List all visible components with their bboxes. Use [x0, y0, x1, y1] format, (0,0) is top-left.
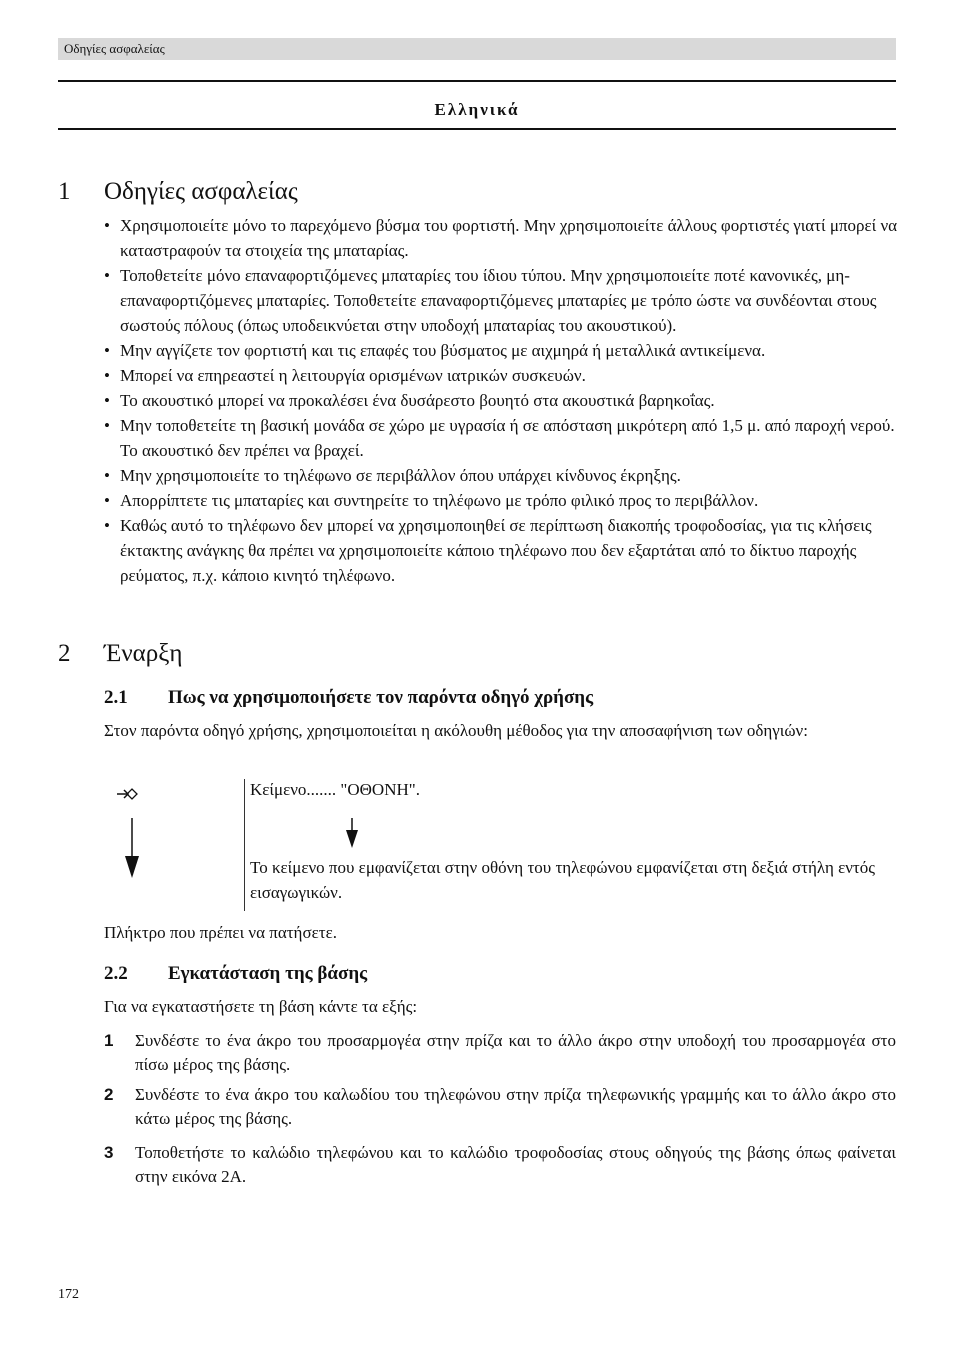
- subsection-2-2-intro: Για να εγκαταστήσετε τη βάση κάντε τα εξής:: [104, 997, 418, 1016]
- step-number: 2: [104, 1085, 114, 1104]
- display-example: Κείμενο....... "ΟΘΟΝΗ".: [250, 780, 420, 799]
- subsection-number: 2.2: [104, 963, 128, 984]
- key-description: Πλήκτρο που πρέπει να πατήσετε.: [104, 923, 337, 942]
- subsection-2-2-heading: [104, 963, 367, 985]
- list-item: • Χρησιμοποιείτε μόνο το παρεχόμενο βύσμα του φορτιστή. Μην χρησιμοποιείτε άλλους φορτιστές γιατί μπορεί να καταστραφούν τα στοιχεία της μπαταρίας.: [104, 213, 899, 263]
- step-item: [104, 1083, 896, 1131]
- step-item: [104, 1029, 896, 1077]
- page-number: 172: [58, 1287, 79, 1302]
- section-title: Οδηγίες ασφαλείας: [104, 178, 298, 205]
- section-1-heading: [58, 178, 298, 206]
- running-header: [58, 38, 896, 60]
- subsection-title: Πως να χρησιμοποιήσετε τον παρόντα οδηγό χρήσης: [168, 687, 594, 708]
- section-2-heading: [58, 640, 182, 668]
- section-number: 2: [58, 640, 71, 667]
- list-item: • Μην αγγίζετε τον φορτιστή και τις επαφές του βύσματος με αιχμηρά ή μεταλλικά αντικείμενα.: [104, 338, 899, 363]
- language-rule: [58, 128, 896, 130]
- list-item: • Μην τοποθετείτε τη βασική μονάδα σε χώρο με υγρασία ή σε απόσταση μικρότερη από 1,5 μ. από παροχή νερού. Το ακουστικό δεν πρέπει να βραχεί.: [104, 413, 899, 463]
- language-label: Ελληνικά: [434, 100, 520, 119]
- list-item: • Τοποθετείτε μόνο επαναφορτιζόμενες μπαταρίες του ίδιου τύπου. Μην χρησιμοποιείτε ποτέ κανονικές, μη-επαναφορτιζόμενες μπαταρίες. Τοποθετείτε επαναφορτιζόμενες μπαταρίες με τρόπο ώστε να συνδέονται στους σωστούς πόλους (όπως υποδεικνύεται στην υποδοχή μπαταρίας του ακουστικού).: [104, 263, 899, 338]
- key-press-icon: [116, 784, 138, 804]
- list-item: • Το ακουστικό μπορεί να προκαλέσει ένα δυσάρεστο βουητό στα ακουστικά βαρηκοΐας.: [104, 388, 899, 413]
- step-item: [104, 1141, 896, 1189]
- display-description: Το κείμενο που εμφανίζεται στην οθόνη του τηλεφώνου εμφανίζεται στη δεξιά στήλη εντός εισαγωγικών.: [250, 858, 875, 902]
- subsection-number: 2.1: [104, 687, 128, 708]
- step-number: 3: [104, 1143, 114, 1162]
- arrow-down-icon: [124, 818, 140, 878]
- list-item: • Μπορεί να επηρεαστεί η λειτουργία ορισμένων ιατρικών συσκευών.: [104, 363, 899, 388]
- section-title: Έναρξη: [104, 640, 183, 667]
- step-number: 1: [104, 1031, 114, 1050]
- column-divider: [244, 779, 245, 911]
- subsection-2-1-intro: Στον παρόντα οδηγό χρήσης, χρησιμοποιείται η ακόλουθη μέθοδος για την αποσαφήνιση των οδηγιών:: [104, 721, 808, 740]
- running-title: Οδηγίες ασφαλείας: [64, 41, 165, 56]
- section-number: 1: [58, 178, 71, 205]
- list-item: • Απορρίπτετε τις μπαταρίες και συντηρείτε το τηλέφωνο με τρόπο φιλικό προς το περιβάλλον.: [104, 488, 899, 513]
- arrow-down-icon: [345, 818, 359, 848]
- subsection-title: Εγκατάσταση της βάσης: [168, 963, 368, 984]
- step-text: Τοποθετήστε το καλώδιο τηλεφώνου και το καλώδιο τροφοδοσίας στους οδηγούς της βάσης όπως φαίνεται στην εικόνα 2Α.: [135, 1143, 896, 1186]
- list-item: • Καθώς αυτό το τηλέφωνο δεν μπορεί να χρησιμοποιηθεί σε περίπτωση διακοπής τροφοδοσίας, για τις κλήσεις έκτακτης ανάγκης θα πρέπει να χρησιμοποιείτε κάποιο τηλέφωνο που δεν εξαρτάται από το δίκτυο παροχής ρεύματος, π.χ. κάποιο κινητό τηλέφωνο.: [104, 513, 899, 588]
- subsection-2-1-heading: [104, 687, 593, 709]
- top-rule: [58, 80, 896, 82]
- list-item: • Μην χρησιμοποιείτε το τηλέφωνο σε περιβάλλον όπου υπάρχει κίνδυνος έκρηξης.: [104, 463, 899, 488]
- safety-list: [104, 213, 899, 588]
- step-text: Συνδέστε το ένα άκρο του προσαρμογέα στην πρίζα και το άλλο άκρο στην υποδοχή του προσαρμογέα στο πίσω μέρος της βάσης.: [135, 1031, 896, 1074]
- step-text: Συνδέστε το ένα άκρο του καλωδίου του τηλεφώνου στην πρίζα τηλεφωνικής γραμμής και το άλλο άκρο στο κάτω μέρος της βάσης.: [135, 1085, 896, 1128]
